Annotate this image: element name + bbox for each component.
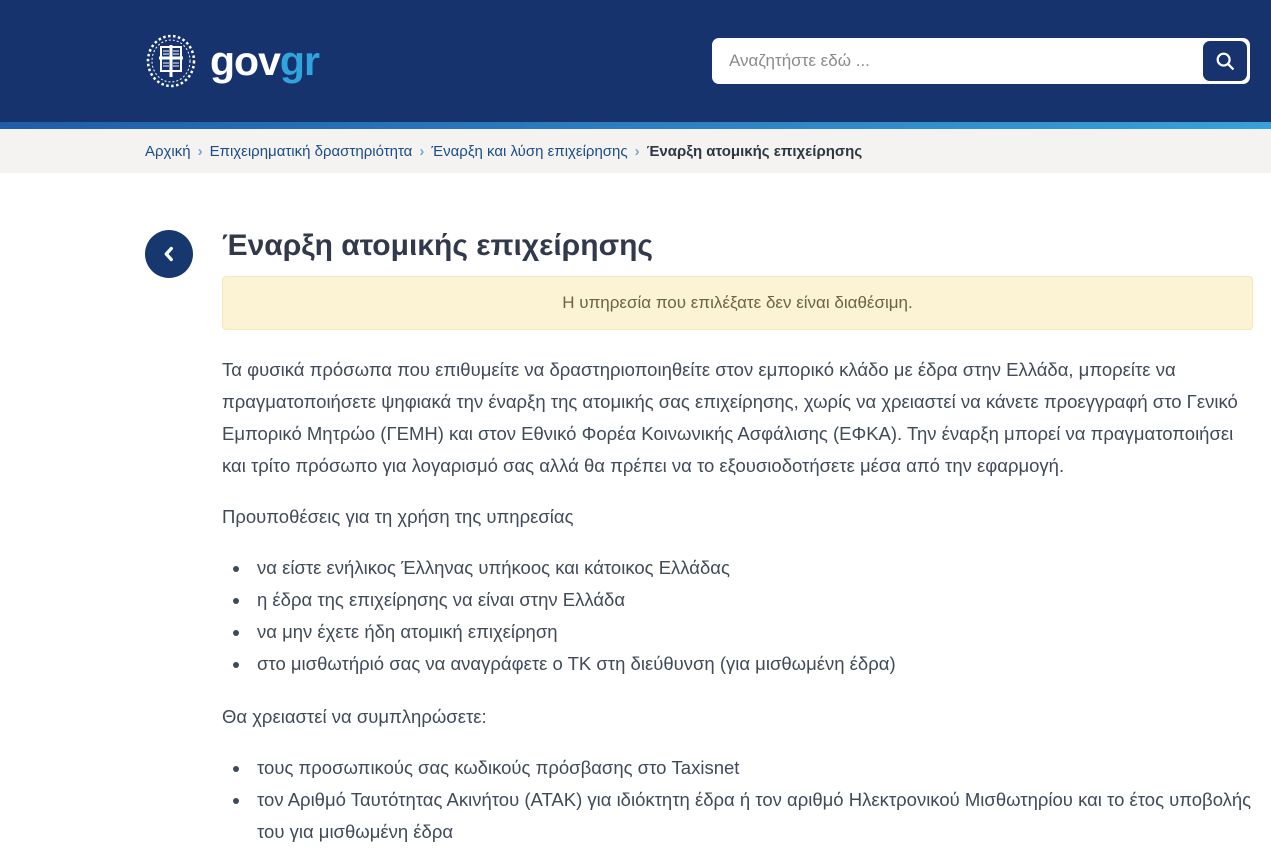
requirements-heading: Προυποθέσεις για τη χρήση της υπηρεσίας	[222, 506, 574, 527]
search-input[interactable]	[715, 41, 1203, 81]
breadcrumb-link-start-close-business[interactable]: Έναρξη και λύση επιχείρησης	[431, 142, 628, 160]
greek-emblem-icon	[145, 33, 197, 89]
breadcrumb-separator: ›	[197, 142, 203, 160]
list-item: • να είστε ενήλικος Έλληνας υπήκοος και κάτοικος Ελλάδας	[251, 552, 1253, 584]
site-header	[0, 0, 1271, 122]
list-item: • τον Αριθμό Ταυτότητας Ακινήτου (ΑΤΑΚ) για ιδιόκτητη έδρα ή τον αριθμό Ηλεκτρονικού Μισθωτηρίου και το έτος υποβολής του για μισθωμένη έδρα	[251, 784, 1253, 848]
content-column	[222, 228, 1253, 853]
list-item: • να μην έχετε ήδη ατομική επιχείρηση	[251, 616, 1253, 648]
list-item: • τους προσωπικούς σας κωδικούς πρόσβασης στο Taxisnet	[251, 752, 1253, 784]
chevron-left-icon	[158, 243, 180, 265]
logo-gov-text: gov	[210, 37, 280, 84]
article-body	[222, 354, 1253, 848]
breadcrumb	[0, 129, 1271, 173]
service-unavailable-alert	[222, 276, 1253, 330]
list-item: • στο μισθωτήριό σας να αναγράφετε ο ΤΚ στη διεύθυνση (για μισθωμένη έδρα)	[251, 648, 1253, 680]
intro-paragraph: Τα φυσικά πρόσωπα που επιθυμείτε να δραστηριοποιηθείτε στον εμπορικό κλάδο με έδρα στην Ελλάδα, μπορείτε να πραγματοποιήσετε ψηφιακά την έναρξη της ατομικής σας επιχείρησης, χωρίς να χρειαστεί να κάνετε προεγγραφή στο Γενικό Εμπορικό Μητρώο (ΓΕΜΗ) και στον Εθνικό Φορέα Κοινωνικής Ασφάλισης (ΕΦΚΑ). Την έναρξη μπορεί να πραγματοποιήσει και τρίτο πρόσωπο για λογαρισμό σας αλλά θα πρέπει να το εξουσιοδοτήσετε μέσα από την εφαρμογή.	[222, 359, 1238, 476]
breadcrumb-current: Έναρξη ατομικής επιχείρησης	[646, 142, 863, 160]
alert-text: Η υπηρεσία που επιλέξατε δεν είναι διαθέσιμη.	[562, 293, 913, 312]
breadcrumb-separator: ›	[419, 142, 425, 160]
breadcrumb-link-business-activity[interactable]: Επιχειρηματική δραστηριότητα	[209, 142, 413, 160]
page-title: Έναρξη ατομικής επιχείρησης	[222, 229, 654, 262]
requirements-list	[222, 552, 1253, 680]
back-button[interactable]	[145, 230, 193, 278]
fill-list	[222, 752, 1253, 848]
fill-heading: Θα χρειαστεί να συμπληρώσετε:	[222, 706, 487, 727]
breadcrumb-link-home[interactable]: Αρχική	[145, 142, 191, 160]
govgr-wordmark	[210, 37, 319, 84]
search-button[interactable]	[1203, 41, 1247, 81]
header-accent-bar	[0, 122, 1271, 129]
govgr-logo[interactable]	[145, 33, 319, 89]
logo-gr-text: gr	[279, 37, 319, 84]
search-icon	[1214, 50, 1236, 72]
site-search	[712, 38, 1250, 84]
breadcrumb-separator: ›	[634, 142, 640, 160]
list-item: • η έδρα της επιχείρησης να είναι στην Ελλάδα	[251, 584, 1253, 616]
main-content	[0, 173, 1271, 853]
